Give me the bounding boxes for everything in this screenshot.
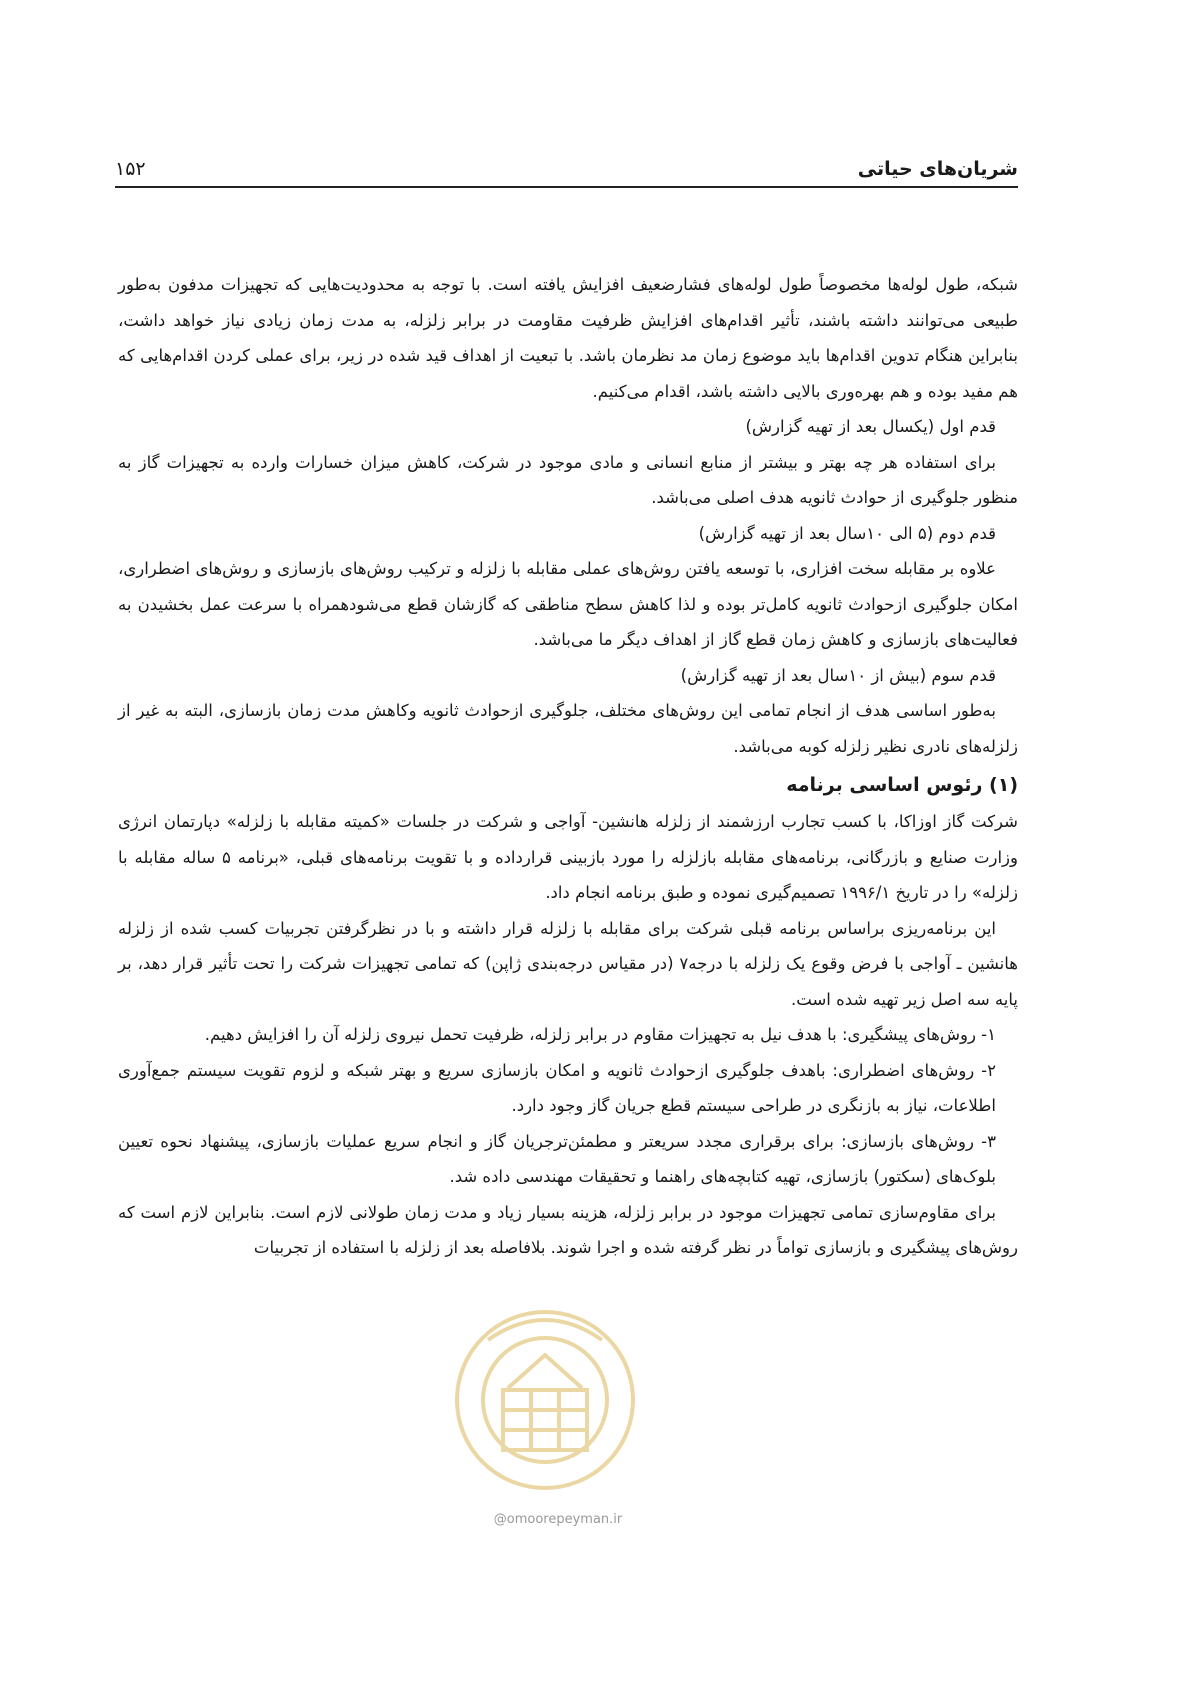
body-text <box>118 267 1018 1266</box>
page-header <box>115 152 1018 188</box>
step-title: قدم دوم (۵ الی ۱۰سال بعد از تهیه گزارش) <box>698 523 996 543</box>
paragraph: شرکت گاز اوزاکا، با کسب تجارب ارزشمند از زلزله هانشین- آواجی و شرکت در جلسات «کمیته مقابله با زلزله» دپارتمان انرژی وزارت صنایع و بازرگانی، برنامه‌های مقابله بازلزله را مورد بازبینی قرارداده و با تقویت برنامه‌های قبلی، «برنامه ۵ ساله مقابله با زلزله» را در تاریخ ۱۹۹۶/۱ تصمیم‌گیری نموده و طبق برنامه انجام داد. <box>118 812 1018 902</box>
paragraph: برای مقاوم‌سازی تمامی تجهیزات موجود در برابر زلزله، هزینه بسیار زیاد و مدت زمان طولانی لازم است. بنابراین لازم است که روش‌های پیشگیری و بازسازی تواماً در نظر گرفته شده و اجرا شوند. بلافاصله بعد از زلزله با استفاده از تجربیات <box>118 1202 1018 1257</box>
paragraph: برای استفاده هر چه بهتر و بیشتر از منابع انسانی و مادی موجود در شرکت، کاهش میزان خسارات وارده به تجهیزات گاز به منظور جلوگیری از حوادث ثانویه هدف اصلی می‌باشد. <box>118 452 1018 507</box>
step-title: قدم اول (یکسال بعد از تهیه گزارش) <box>745 417 996 436</box>
step-title: قدم سوم (بیش از ۱۰سال بعد از تهیه گزارش) <box>680 665 996 685</box>
list-item: ۱- روش‌های پیشگیری: با هدف نیل به تجهیزات مقاوم در برابر زلزله، ظرفیت تحمل نیروی زلزله آن را افزایش دهیم. <box>204 1025 996 1044</box>
paragraph: این برنامه‌ریزی براساس برنامه قبلی شرکت برای مقابله با زلزله قرار داشته و با در نظرگرفتن تجربیات کسب شده از زلزله هانشین ـ آواجی با فرض وقوع یک زلزله با درجه۷ (در مقیاس درجه‌بندی ژاپن) که تمامی تجهیزات شرکت را تحت تأثیر قرار دهد، بر پایه سه اصل زیر تهیه شده است. <box>118 918 1018 1009</box>
watermark-url: @omoorepeyman.ir <box>493 1512 623 1527</box>
running-title: شریان‌های حیاتی <box>857 158 1018 180</box>
section-heading: (۱) رئوس اساسی برنامه <box>786 774 1018 796</box>
paragraph: شبکه، طول لوله‌ها مخصوصاً طول لوله‌های فشارضعیف افزایش یافته است. با توجه به محدودیت‌هایی که تجهیزات مدفون به‌طور طبیعی می‌توانند داشته باشند، تأثیر اقدام‌های افزایش ظرفیت مقاومت در برابر زلزله، به مدت زمان زیادی نیاز خواهد داشت، بنابراین هنگام تدوین اقدام‌ها باید موضوع زمان مد نظرمان باشد. با تبعیت از اهداف قید شده در زیر، برای عملی کردن اقدام‌هایی که هم مفید بوده و هم بهره‌وری بالایی داشته باشد، اقدام می‌کنیم. <box>118 275 1018 401</box>
page-number: ۱۵۲ <box>115 158 146 180</box>
paragraph: علاوه بر مقابله سخت افزاری، با توسعه یافتن روش‌های عملی مقابله با زلزله و ترکیب روش‌های بازسازی و روش‌های اضطراری، امکان جلوگیری ازحوادث ثانویه کامل‌تر بوده و لذا کاهش سطح مناطقی که گازشان قطع می‌شودهمراه با سرعت عمل بخشیدن به فعالیت‌های بازسازی و کاهش زمان قطع گاز از اهداف دیگر ما می‌باشد. <box>118 559 1018 649</box>
header-rule <box>115 186 1018 188</box>
paragraph: به‌طور اساسی هدف از انجام تمامی این روش‌های مختلف، جلوگیری ازحوادث ثانویه وکاهش مدت زمان بازسازی، البته به غیر از زلزله‌های نادری نظیر زلزله کوبه می‌باشد. <box>118 701 1018 756</box>
list-item: ۲- روش‌های اضطراری: باهدف جلوگیری ازحوادث ثانویه و امکان بازسازی سریع و بهتر شبکه و لزوم تقویت سیستم جمع‌آوری اطلاعات، نیاز به بازنگری در طراحی سیستم قطع جریان گاز وجود دارد. <box>118 1060 996 1115</box>
list-item: ۳- روش‌های بازسازی: برای برقراری مجدد سریعتر و مطمئن‌ترجریان گاز و انجام سریع عملیات بازسازی، پیشنهاد نحوه تعیین بلوک‌های (سکتور) بازسازی، تهیه کتابچه‌های راهنما و تحقیقات مهندسی داده شد. <box>118 1131 996 1186</box>
watermark-seal <box>448 1300 643 1500</box>
